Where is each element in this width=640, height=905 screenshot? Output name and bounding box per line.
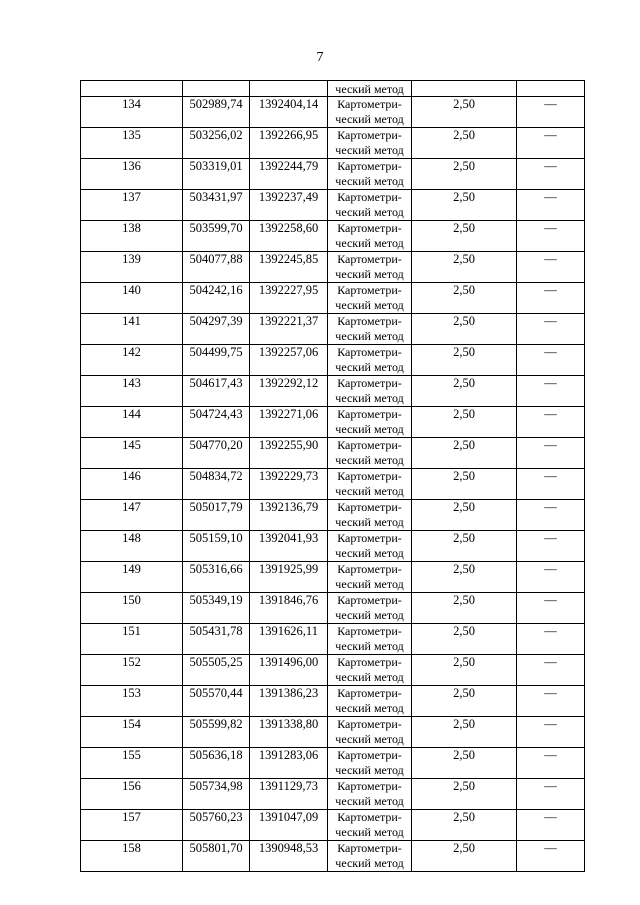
y-coordinate-cell: 1392266,95 [250, 128, 328, 159]
point-number-cell: 143 [81, 376, 183, 407]
note-cell: — [517, 841, 585, 872]
y-coordinate-cell: 1392136,79 [250, 500, 328, 531]
method-line-2: ческий метод [335, 174, 404, 188]
method-line-1: Картометри- [337, 128, 402, 142]
accuracy-cell: 2,50 [412, 97, 517, 128]
y-coordinate-cell: 1390948,53 [250, 841, 328, 872]
point-number-cell: 145 [81, 438, 183, 469]
y-coordinate-cell: 1392244,79 [250, 159, 328, 190]
method-line-2: ческий метод [335, 546, 404, 560]
method-line-2: ческий метод [335, 236, 404, 250]
table-row [81, 438, 585, 469]
method-line-1: Картометри- [337, 624, 402, 638]
coordinates-table [80, 80, 585, 872]
y-coordinate-cell: 1391129,73 [250, 779, 328, 810]
method-line-2: ческий метод [335, 794, 404, 808]
x-coordinate-cell: 503319,01 [183, 159, 250, 190]
method-cell [328, 686, 412, 717]
x-coordinate-cell: 505801,70 [183, 841, 250, 872]
method-line-2: ческий метод [335, 825, 404, 839]
table-row [81, 531, 585, 562]
point-number-cell: 135 [81, 128, 183, 159]
x-coordinate-cell: 505636,18 [183, 748, 250, 779]
x-coordinate-cell: 504834,72 [183, 469, 250, 500]
note-cell: — [517, 748, 585, 779]
point-number-cell: 152 [81, 655, 183, 686]
continuation-num-cell [81, 81, 183, 97]
method-line-1: Картометри- [337, 810, 402, 824]
method-line-1: Картометри- [337, 593, 402, 607]
method-cell [328, 438, 412, 469]
continuation-y-cell [250, 81, 328, 97]
y-coordinate-cell: 1391283,06 [250, 748, 328, 779]
page-number: 7 [316, 50, 324, 65]
x-coordinate-cell: 504077,88 [183, 252, 250, 283]
y-coordinate-cell: 1391496,00 [250, 655, 328, 686]
note-cell: — [517, 252, 585, 283]
accuracy-cell: 2,50 [412, 779, 517, 810]
note-cell: — [517, 624, 585, 655]
x-coordinate-cell: 504297,39 [183, 314, 250, 345]
point-number-cell: 155 [81, 748, 183, 779]
table-row [81, 314, 585, 345]
y-coordinate-cell: 1392258,60 [250, 221, 328, 252]
method-cell [328, 159, 412, 190]
method-line-2: ческий метод [335, 360, 404, 374]
accuracy-cell: 2,50 [412, 593, 517, 624]
y-coordinate-cell: 1392404,14 [250, 97, 328, 128]
accuracy-cell: 2,50 [412, 748, 517, 779]
method-line-1: Картометри- [337, 531, 402, 545]
note-cell: — [517, 562, 585, 593]
table-row [81, 593, 585, 624]
point-number-cell: 149 [81, 562, 183, 593]
point-number-cell: 134 [81, 97, 183, 128]
accuracy-cell: 2,50 [412, 655, 517, 686]
method-cell [328, 376, 412, 407]
accuracy-cell: 2,50 [412, 221, 517, 252]
method-cell [328, 314, 412, 345]
method-line-1: Картометри- [337, 841, 402, 855]
note-cell: — [517, 345, 585, 376]
point-number-cell: 148 [81, 531, 183, 562]
accuracy-cell: 2,50 [412, 469, 517, 500]
x-coordinate-cell: 504617,43 [183, 376, 250, 407]
accuracy-cell: 2,50 [412, 283, 517, 314]
method-line-1: Картометри- [337, 779, 402, 793]
method-cell [328, 252, 412, 283]
x-coordinate-cell: 505734,98 [183, 779, 250, 810]
table-row [81, 810, 585, 841]
table-row [81, 407, 585, 438]
x-coordinate-cell: 505017,79 [183, 500, 250, 531]
method-cell [328, 562, 412, 593]
table-row [81, 686, 585, 717]
table-row [81, 779, 585, 810]
method-cell [328, 469, 412, 500]
point-number-cell: 150 [81, 593, 183, 624]
y-coordinate-cell: 1391386,23 [250, 686, 328, 717]
table-row [81, 159, 585, 190]
x-coordinate-cell: 505316,66 [183, 562, 250, 593]
x-coordinate-cell: 503599,70 [183, 221, 250, 252]
y-coordinate-cell: 1392229,73 [250, 469, 328, 500]
x-coordinate-cell: 504499,75 [183, 345, 250, 376]
point-number-cell: 142 [81, 345, 183, 376]
method-cell [328, 283, 412, 314]
method-line-1: Картометри- [337, 686, 402, 700]
method-line-2: ческий метод [335, 732, 404, 746]
method-line-1: Картометри- [337, 252, 402, 266]
point-number-cell: 138 [81, 221, 183, 252]
method-line-1: Картометри- [337, 562, 402, 576]
method-line-1: Картометри- [337, 655, 402, 669]
method-cell [328, 748, 412, 779]
table-row [81, 748, 585, 779]
note-cell: — [517, 128, 585, 159]
method-cell [328, 345, 412, 376]
note-cell: — [517, 376, 585, 407]
note-cell: — [517, 810, 585, 841]
x-coordinate-cell: 504724,43 [183, 407, 250, 438]
method-line-1: Картометри- [337, 221, 402, 235]
table-row [81, 469, 585, 500]
y-coordinate-cell: 1392227,95 [250, 283, 328, 314]
method-line-2: ческий метод [335, 112, 404, 126]
method-cell [328, 500, 412, 531]
method-cell [328, 97, 412, 128]
x-coordinate-cell: 505431,78 [183, 624, 250, 655]
y-coordinate-cell: 1392292,12 [250, 376, 328, 407]
table-row [81, 841, 585, 872]
x-coordinate-cell: 505349,19 [183, 593, 250, 624]
y-coordinate-cell: 1391338,80 [250, 717, 328, 748]
x-coordinate-cell: 504770,20 [183, 438, 250, 469]
method-line-1: Картометри- [337, 190, 402, 204]
table-row [81, 128, 585, 159]
method-line-2: ческий метод [335, 205, 404, 219]
table-row [81, 97, 585, 128]
point-number-cell: 141 [81, 314, 183, 345]
y-coordinate-cell: 1392271,06 [250, 407, 328, 438]
x-coordinate-cell: 505505,25 [183, 655, 250, 686]
method-line-1: Картометри- [337, 376, 402, 390]
continuation-method-cell: ческий метод [328, 81, 412, 97]
method-line-1: Картометри- [337, 314, 402, 328]
method-cell [328, 624, 412, 655]
note-cell: — [517, 500, 585, 531]
point-number-cell: 154 [81, 717, 183, 748]
y-coordinate-cell: 1392245,85 [250, 252, 328, 283]
table-row [81, 190, 585, 221]
method-cell [328, 779, 412, 810]
method-line-1: Картометри- [337, 345, 402, 359]
method-line-2: ческий метод [335, 391, 404, 405]
method-line-2: ческий метод [335, 856, 404, 870]
accuracy-cell: 2,50 [412, 686, 517, 717]
note-cell: — [517, 655, 585, 686]
table-row [81, 221, 585, 252]
method-line-1: Картометри- [337, 748, 402, 762]
method-line-1: Картометри- [337, 283, 402, 297]
method-line-2: ческий метод [335, 143, 404, 157]
note-cell: — [517, 779, 585, 810]
note-cell: — [517, 717, 585, 748]
x-coordinate-cell: 505570,44 [183, 686, 250, 717]
x-coordinate-cell: 505599,82 [183, 717, 250, 748]
x-coordinate-cell: 504242,16 [183, 283, 250, 314]
table-row [81, 500, 585, 531]
method-cell [328, 190, 412, 221]
table-row [81, 562, 585, 593]
continuation-row [81, 81, 585, 97]
method-line-1: Картометри- [337, 159, 402, 173]
table-row [81, 655, 585, 686]
note-cell: — [517, 438, 585, 469]
y-coordinate-cell: 1392255,90 [250, 438, 328, 469]
note-cell: — [517, 190, 585, 221]
point-number-cell: 140 [81, 283, 183, 314]
y-coordinate-cell: 1391626,11 [250, 624, 328, 655]
accuracy-cell: 2,50 [412, 717, 517, 748]
y-coordinate-cell: 1392221,37 [250, 314, 328, 345]
method-line-1: Картометри- [337, 407, 402, 421]
method-line-2: ческий метод [335, 298, 404, 312]
y-coordinate-cell: 1392237,49 [250, 190, 328, 221]
accuracy-cell: 2,50 [412, 252, 517, 283]
coordinates-table-body [81, 81, 585, 872]
point-number-cell: 157 [81, 810, 183, 841]
method-cell [328, 841, 412, 872]
y-coordinate-cell: 1392041,93 [250, 531, 328, 562]
note-cell: — [517, 593, 585, 624]
method-cell [328, 593, 412, 624]
x-coordinate-cell: 502989,74 [183, 97, 250, 128]
table-row [81, 252, 585, 283]
method-line-2: ческий метод [335, 608, 404, 622]
accuracy-cell: 2,50 [412, 159, 517, 190]
method-line-2: ческий метод [335, 453, 404, 467]
accuracy-cell: 2,50 [412, 562, 517, 593]
note-cell: — [517, 283, 585, 314]
note-cell: — [517, 159, 585, 190]
table-row [81, 624, 585, 655]
note-cell: — [517, 531, 585, 562]
accuracy-cell: 2,50 [412, 190, 517, 221]
accuracy-cell: 2,50 [412, 500, 517, 531]
method-line-2: ческий метод [335, 639, 404, 653]
method-line-2: ческий метод [335, 484, 404, 498]
method-cell [328, 655, 412, 686]
y-coordinate-cell: 1391846,76 [250, 593, 328, 624]
table-row [81, 376, 585, 407]
method-cell [328, 531, 412, 562]
accuracy-cell: 2,50 [412, 438, 517, 469]
method-line-2: ческий метод [335, 329, 404, 343]
note-cell: — [517, 469, 585, 500]
method-line-2: ческий метод [335, 701, 404, 715]
x-coordinate-cell: 505760,23 [183, 810, 250, 841]
x-coordinate-cell: 503431,97 [183, 190, 250, 221]
method-line-2: ческий метод [335, 422, 404, 436]
accuracy-cell: 2,50 [412, 841, 517, 872]
point-number-cell: 136 [81, 159, 183, 190]
point-number-cell: 156 [81, 779, 183, 810]
method-cell [328, 128, 412, 159]
table-row [81, 283, 585, 314]
continuation-accuracy-cell [412, 81, 517, 97]
y-coordinate-cell: 1392257,06 [250, 345, 328, 376]
note-cell: — [517, 314, 585, 345]
note-cell: — [517, 407, 585, 438]
note-cell: — [517, 221, 585, 252]
accuracy-cell: 2,50 [412, 128, 517, 159]
method-line-1: Картометри- [337, 500, 402, 514]
point-number-cell: 144 [81, 407, 183, 438]
method-line-2: ческий метод [335, 577, 404, 591]
note-cell: — [517, 97, 585, 128]
method-line-1: Картометри- [337, 469, 402, 483]
point-number-cell: 158 [81, 841, 183, 872]
x-coordinate-cell: 503256,02 [183, 128, 250, 159]
point-number-cell: 147 [81, 500, 183, 531]
table-row [81, 717, 585, 748]
accuracy-cell: 2,50 [412, 624, 517, 655]
point-number-cell: 139 [81, 252, 183, 283]
accuracy-cell: 2,50 [412, 376, 517, 407]
continuation-note-cell [517, 81, 585, 97]
accuracy-cell: 2,50 [412, 531, 517, 562]
method-line-1: Картометри- [337, 97, 402, 111]
method-line-2: ческий метод [335, 267, 404, 281]
point-number-cell: 146 [81, 469, 183, 500]
method-cell [328, 221, 412, 252]
table-row [81, 345, 585, 376]
y-coordinate-cell: 1391925,99 [250, 562, 328, 593]
y-coordinate-cell: 1391047,09 [250, 810, 328, 841]
method-cell [328, 717, 412, 748]
point-number-cell: 151 [81, 624, 183, 655]
x-coordinate-cell: 505159,10 [183, 531, 250, 562]
method-cell [328, 407, 412, 438]
accuracy-cell: 2,50 [412, 407, 517, 438]
accuracy-cell: 2,50 [412, 345, 517, 376]
accuracy-cell: 2,50 [412, 810, 517, 841]
point-number-cell: 137 [81, 190, 183, 221]
method-line-1: Картометри- [337, 717, 402, 731]
point-number-cell: 153 [81, 686, 183, 717]
method-line-2: ческий метод [335, 670, 404, 684]
method-line-1: Картометри- [337, 438, 402, 452]
accuracy-cell: 2,50 [412, 314, 517, 345]
method-line-2: ческий метод [335, 763, 404, 777]
method-line-2: ческий метод [335, 515, 404, 529]
continuation-x-cell [183, 81, 250, 97]
method-cell [328, 810, 412, 841]
note-cell: — [517, 686, 585, 717]
